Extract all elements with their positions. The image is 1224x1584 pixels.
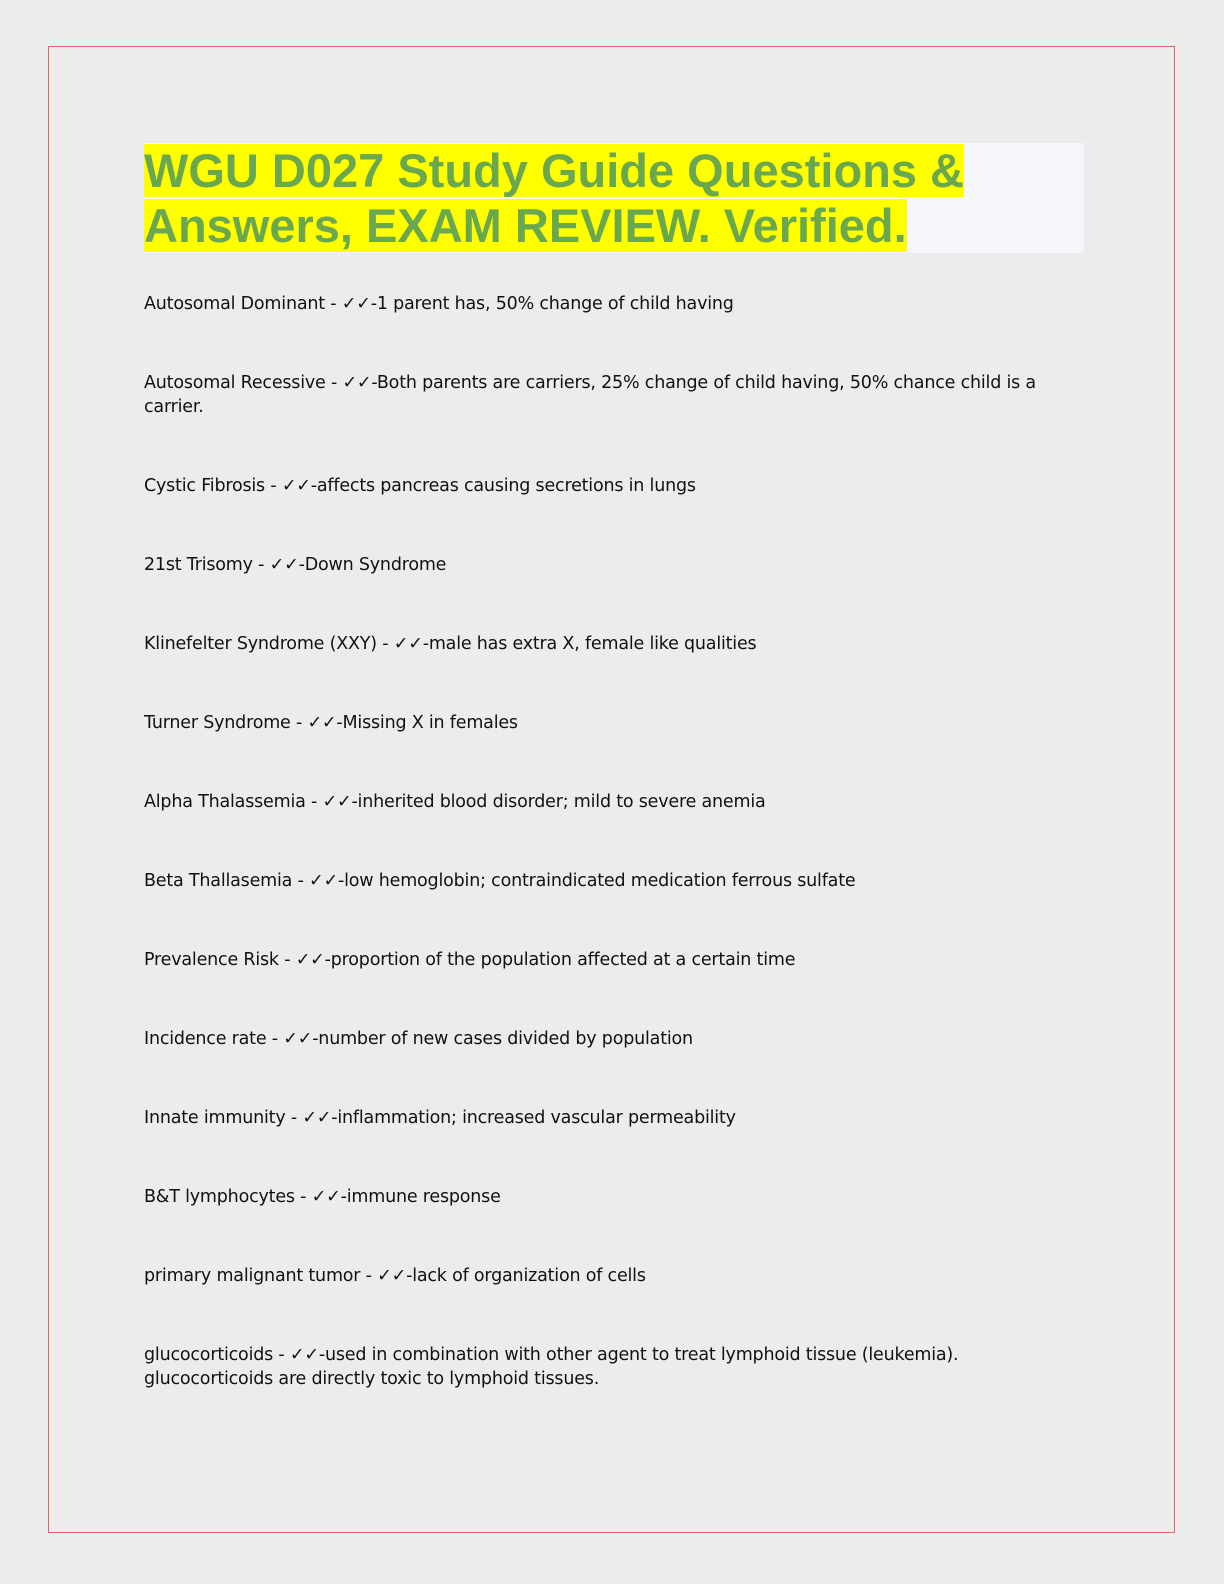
qa-answer: -inherited blood disorder; mild to severe anemia [351,792,766,812]
check-icon: ✓✓ [311,1187,341,1207]
qa-separator: - [252,555,270,575]
qa-term: B&T lymphocytes [144,1187,295,1207]
qa-answer: -low hemoglobin; contraindicated medication ferrous sulfate [337,871,856,891]
qa-separator: - [266,1029,284,1049]
qa-item [144,1185,1084,1209]
check-icon: ✓✓ [302,1108,332,1128]
qa-separator: - [278,950,296,970]
qa-item [144,1106,1084,1130]
qa-answer: -Both parents are carriers, 25% change of child having, 50% chance child is a carrier. [144,373,1036,417]
qa-term: 21st Trisomy [144,555,253,575]
qa-separator: - [324,294,342,314]
qa-answer: -1 parent has, 50% change of child having [370,294,734,314]
qa-item [144,474,1084,498]
check-icon: ✓✓ [342,373,372,393]
qa-item [144,1343,1084,1391]
check-icon: ✓✓ [281,476,311,496]
check-icon: ✓✓ [393,634,423,654]
check-icon: ✓✓ [377,1266,407,1286]
qa-term: Innate immunity [144,1108,286,1128]
qa-term: Autosomal Dominant [144,294,325,314]
document-title [144,143,1084,253]
qa-item [144,371,1084,419]
qa-answer: -inflammation; increased vascular permeability [331,1108,736,1128]
qa-separator: - [290,713,308,733]
qa-item [144,1027,1084,1051]
qa-separator: - [292,871,310,891]
title-line-2: Answers, EXAM REVIEW. Verified. [144,199,907,252]
qa-term: Autosomal Recessive [144,373,326,393]
qa-answer: -immune response [340,1187,501,1207]
check-icon: ✓✓ [295,950,325,970]
qa-answer: -male has extra X, female like qualities [422,634,757,654]
check-icon: ✓✓ [341,294,371,314]
check-icon: ✓✓ [322,792,352,812]
qa-term: primary malignant tumor [144,1266,361,1286]
qa-separator: - [294,1187,312,1207]
qa-answer: -Missing X in females [336,713,518,733]
check-icon: ✓✓ [289,1345,319,1365]
qa-item [144,553,1084,577]
qa-term: Alpha Thalassemia [144,792,306,812]
check-icon: ✓✓ [283,1029,313,1049]
qa-item [144,1264,1084,1288]
qa-item [144,869,1084,893]
qa-separator: - [325,373,343,393]
qa-answer: -used in combination with other agent to treat lymphoid tissue (leukemia). glucocorticoids are directly toxic to lymphoid tissues. [144,1345,959,1389]
check-icon: ✓✓ [269,555,299,575]
qa-term: Beta Thallasemia [144,871,293,891]
qa-answer: -Down Syndrome [298,555,447,575]
qa-answer: -affects pancreas causing secretions in lungs [310,476,696,496]
qa-separator: - [285,1108,303,1128]
qa-separator: - [264,476,282,496]
qa-item [144,632,1084,656]
qa-term: Prevalence Risk [144,950,279,970]
qa-term: Turner Syndrome [144,713,291,733]
qa-answer: -number of new cases divided by population [312,1029,693,1049]
qa-item [144,948,1084,972]
qa-answer: -proportion of the population affected at a certain time [324,950,796,970]
qa-separator: - [305,792,323,812]
check-icon: ✓✓ [307,713,337,733]
check-icon: ✓✓ [309,871,338,891]
qa-answer: -lack of organization of cells [406,1266,646,1286]
qa-item [144,790,1084,814]
qa-separator: - [360,1266,378,1286]
title-line-1: WGU D027 Study Guide Questions & [144,144,964,197]
qa-item [144,292,1084,316]
qa-separator: - [376,634,394,654]
qa-separator: - [273,1345,290,1365]
qa-term: Cystic Fibrosis [144,476,265,496]
qa-term: Klinefelter Syndrome (XXY) [144,634,377,654]
title-block [144,143,1084,253]
qa-item [144,711,1084,735]
qa-term: Incidence rate [144,1029,267,1049]
qa-term: glucocorticoids [144,1345,274,1365]
